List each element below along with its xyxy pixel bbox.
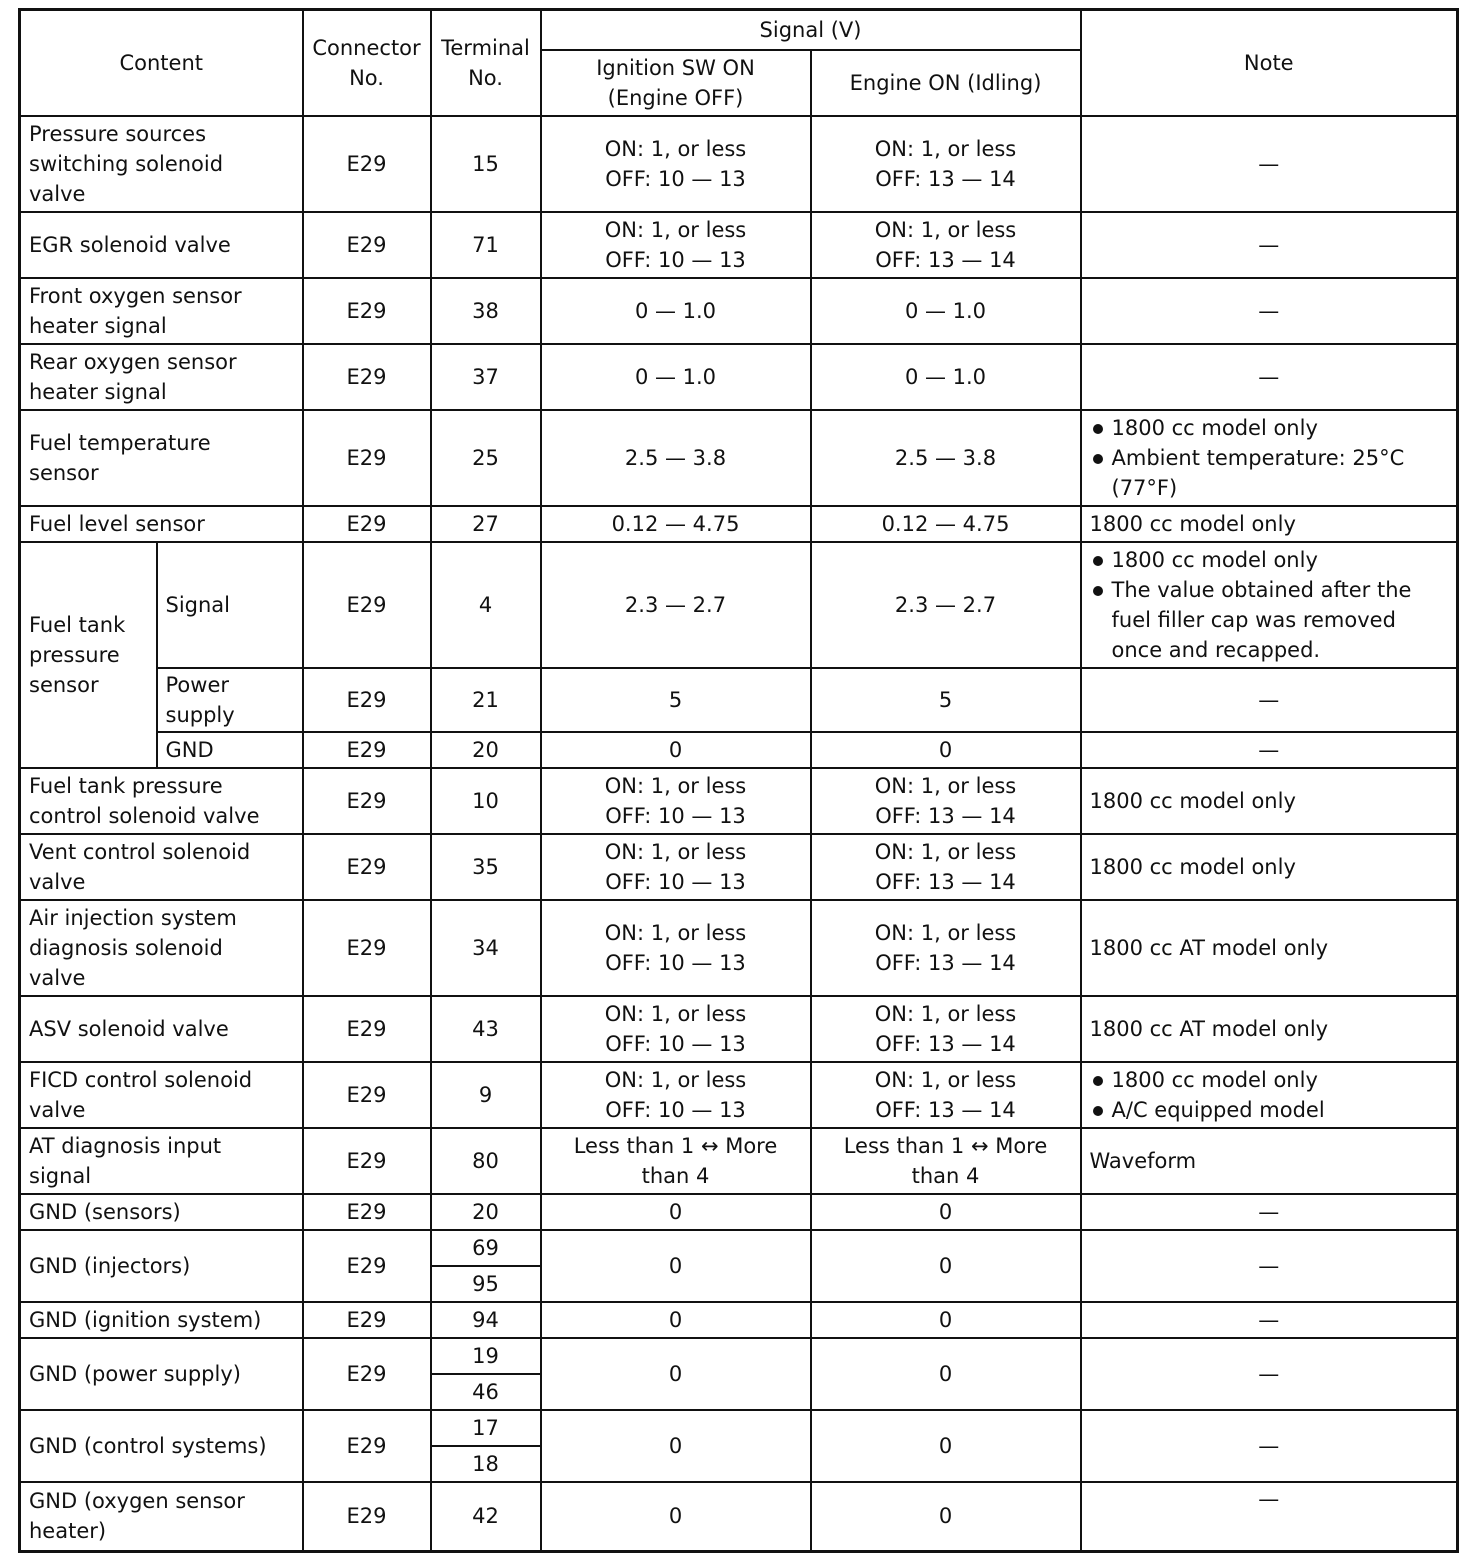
row-eng: ON: 1, or less OFF: 13 — 14 [811,1062,1081,1128]
row-eng: 0 [811,1194,1081,1230]
row-terminal: 69 [431,1230,541,1266]
table-row [20,506,1458,542]
row-connector: E29 [303,1128,431,1194]
row-connector: E29 [303,1338,431,1410]
row-content: GND (ignition system) [20,1302,303,1338]
row-sub-content: GND [157,732,303,768]
row-ign: ON: 1, or less OFF: 10 — 13 [541,834,811,900]
row-connector: E29 [303,1230,431,1302]
row-content: Front oxygen sensor heater signal [20,278,303,344]
row-eng: 0 [811,1230,1081,1302]
header-connector: Connector No. [303,10,431,116]
row-ign: 0 [541,1338,811,1410]
table-row [20,1230,1458,1266]
row-content: Fuel level sensor [20,506,303,542]
row-connector: E29 [303,212,431,278]
row-connector: E29 [303,1482,431,1552]
table-row [20,212,1458,278]
row-content: Rear oxygen sensor heater signal [20,344,303,410]
row-eng: 2.5 — 3.8 [811,410,1081,506]
row-eng: ON: 1, or less OFF: 13 — 14 [811,768,1081,834]
row-sub-content: Power supply [157,668,303,732]
row-content: GND (control systems) [20,1410,303,1482]
header-ign-sw-on: Ignition SW ON (Engine OFF) [541,50,811,116]
row-group-content: Fuel tank pressure sensor [20,542,157,768]
row-ign: 0 [541,1482,811,1552]
header-signal: Signal (V) [541,10,1081,50]
row-note: — [1081,732,1458,768]
table-row [20,668,1458,732]
row-terminal: 27 [431,506,541,542]
table-row [20,410,1458,506]
table-row [20,900,1458,996]
row-note: Waveform [1081,1128,1458,1194]
row-connector: E29 [303,344,431,410]
row-connector: E29 [303,834,431,900]
row-note: — [1081,1410,1458,1482]
header-terminal: Terminal No. [431,10,541,116]
row-content: FICD control solenoid valve [20,1062,303,1128]
row-note: 1800 cc AT model only [1081,996,1458,1062]
row-terminal: 20 [431,1194,541,1230]
row-connector: E29 [303,768,431,834]
row-connector: E29 [303,1062,431,1128]
row-terminal: 43 [431,996,541,1062]
row-ign: 0 [541,1410,811,1482]
note-bullet: 1800 cc model only [1090,413,1449,443]
row-ign: ON: 1, or less OFF: 10 — 13 [541,900,811,996]
row-eng: 2.3 — 2.7 [811,542,1081,668]
row-terminal: 4 [431,542,541,668]
row-ign: 0 — 1.0 [541,344,811,410]
row-eng: 5 [811,668,1081,732]
table-row [20,278,1458,344]
table-row [20,1482,1458,1552]
note-bullet: Ambient temperature: 25°C (77°F) [1090,443,1449,503]
row-ign: 2.3 — 2.7 [541,542,811,668]
header-note: Note [1081,10,1458,116]
row-note: — [1081,212,1458,278]
row-content: Pressure sources switching solenoid valve [20,116,303,212]
row-terminal: 94 [431,1302,541,1338]
row-content: ASV solenoid valve [20,996,303,1062]
row-ign: ON: 1, or less OFF: 10 — 13 [541,116,811,212]
row-ign: ON: 1, or less OFF: 10 — 13 [541,212,811,278]
row-terminal: 42 [431,1482,541,1552]
row-connector: E29 [303,732,431,768]
row-note: 1800 cc model only [1081,768,1458,834]
row-ign: 0 [541,732,811,768]
row-content: EGR solenoid valve [20,212,303,278]
row-connector: E29 [303,278,431,344]
row-terminal: 95 [431,1266,541,1302]
row-terminal: 15 [431,116,541,212]
row-eng: ON: 1, or less OFF: 13 — 14 [811,212,1081,278]
row-eng: 0 [811,732,1081,768]
row-terminal: 80 [431,1128,541,1194]
row-terminal: 37 [431,344,541,410]
row-content: GND (oxygen sensor heater) [20,1482,303,1552]
row-note: 1800 cc model only [1081,834,1458,900]
note-bullet: 1800 cc model only [1090,1065,1449,1095]
row-eng: ON: 1, or less OFF: 13 — 14 [811,834,1081,900]
row-note: 1800 cc AT model only [1081,900,1458,996]
row-content: AT diagnosis input signal [20,1128,303,1194]
row-terminal: 17 [431,1410,541,1446]
row-content: GND (injectors) [20,1230,303,1302]
row-ign: 0 [541,1230,811,1302]
table-row [20,1194,1458,1230]
header-row-1 [20,10,1458,50]
signal-table [18,8,1459,1553]
row-terminal: 34 [431,900,541,996]
note-bullet: The value obtained after the fuel filler cap was removed once and recapped. [1090,575,1449,665]
row-ign: 0 — 1.0 [541,278,811,344]
row-ign: ON: 1, or less OFF: 10 — 13 [541,768,811,834]
header-engine-on: Engine ON (Idling) [811,50,1081,116]
row-eng: Less than 1 ↔ More than 4 [811,1128,1081,1194]
row-content: Fuel temperature sensor [20,410,303,506]
row-note: — [1081,116,1458,212]
row-ign: 5 [541,668,811,732]
row-eng: 0 — 1.0 [811,278,1081,344]
row-note: — [1081,278,1458,344]
row-content: GND (sensors) [20,1194,303,1230]
row-eng: 0.12 — 4.75 [811,506,1081,542]
table-row [20,834,1458,900]
row-ign: 0 [541,1194,811,1230]
row-terminal: 46 [431,1374,541,1410]
row-note: — [1081,1338,1458,1410]
row-eng: 0 [811,1338,1081,1410]
note-bullet: 1800 cc model only [1090,545,1449,575]
row-ign: ON: 1, or less OFF: 10 — 13 [541,1062,811,1128]
header-content: Content [20,10,303,116]
table-row [20,768,1458,834]
table-row [20,116,1458,212]
row-note: 1800 cc model only [1081,506,1458,542]
row-ign: 0 [541,1302,811,1338]
row-note [1081,410,1458,506]
row-terminal: 18 [431,1446,541,1482]
row-connector: E29 [303,668,431,732]
row-note: — [1081,344,1458,410]
row-ign: Less than 1 ↔ More than 4 [541,1128,811,1194]
row-terminal: 21 [431,668,541,732]
row-eng: 0 [811,1410,1081,1482]
table-row [20,1062,1458,1128]
row-note: — [1081,1230,1458,1302]
row-note [1081,542,1458,668]
row-connector: E29 [303,1194,431,1230]
row-content: Fuel tank pressure control solenoid valve [20,768,303,834]
table-row [20,1302,1458,1338]
row-connector: E29 [303,900,431,996]
row-eng: 0 [811,1302,1081,1338]
row-connector: E29 [303,410,431,506]
row-connector: E29 [303,116,431,212]
row-note: — [1081,1482,1458,1552]
row-terminal: 71 [431,212,541,278]
table-row [20,542,1458,668]
row-eng: 0 [811,1482,1081,1552]
table-row [20,996,1458,1062]
row-note: — [1081,668,1458,732]
row-connector: E29 [303,542,431,668]
row-ign: ON: 1, or less OFF: 10 — 13 [541,996,811,1062]
row-terminal: 25 [431,410,541,506]
row-terminal: 35 [431,834,541,900]
row-content: Vent control solenoid valve [20,834,303,900]
row-ign: 2.5 — 3.8 [541,410,811,506]
row-content: GND (power supply) [20,1338,303,1410]
row-connector: E29 [303,996,431,1062]
row-connector: E29 [303,1410,431,1482]
row-terminal: 19 [431,1338,541,1374]
table-row [20,1338,1458,1374]
row-content: Air injection system diagnosis solenoid valve [20,900,303,996]
row-terminal: 9 [431,1062,541,1128]
table-row [20,1128,1458,1194]
row-terminal: 38 [431,278,541,344]
row-terminal: 20 [431,732,541,768]
row-eng: ON: 1, or less OFF: 13 — 14 [811,116,1081,212]
row-eng: ON: 1, or less OFF: 13 — 14 [811,900,1081,996]
row-connector: E29 [303,506,431,542]
row-note [1081,1062,1458,1128]
row-eng: ON: 1, or less OFF: 13 — 14 [811,996,1081,1062]
row-note: — [1081,1194,1458,1230]
row-eng: 0 — 1.0 [811,344,1081,410]
row-terminal: 10 [431,768,541,834]
note-bullet: A/C equipped model [1090,1095,1449,1125]
row-sub-content: Signal [157,542,303,668]
table-row [20,1410,1458,1446]
row-note: — [1081,1302,1458,1338]
row-connector: E29 [303,1302,431,1338]
table-row [20,732,1458,768]
table-row [20,344,1458,410]
row-ign: 0.12 — 4.75 [541,506,811,542]
